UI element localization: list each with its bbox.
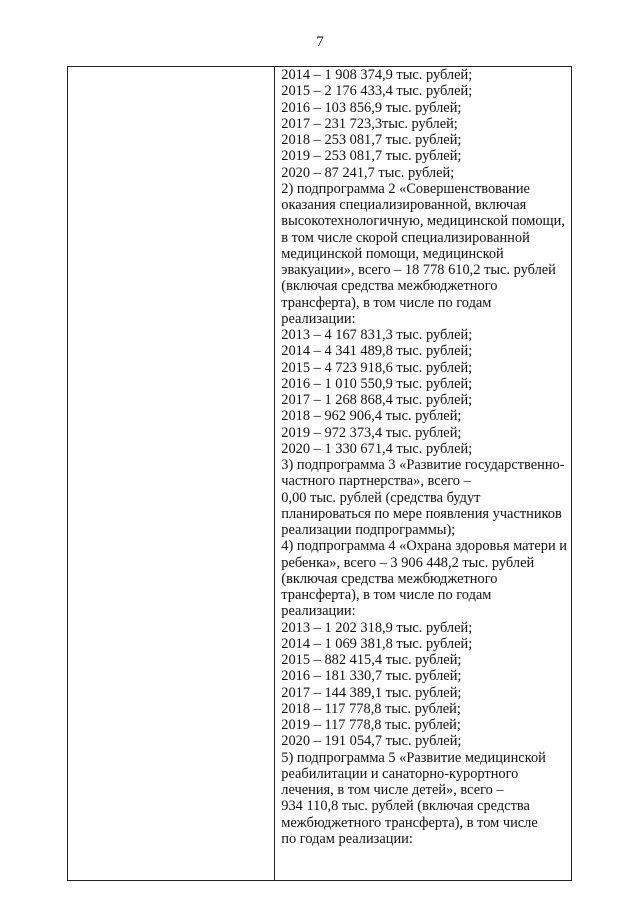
page-number: 7 bbox=[316, 34, 324, 50]
text-line: 2020 – 87 241,7 тыс. рублей; bbox=[281, 164, 455, 181]
text-line: частного партнерства», всего – bbox=[281, 473, 471, 490]
text-line: 2016 – 181 330,7 тыс. рублей; bbox=[281, 668, 462, 685]
text-line: лечения, в том числе детей», всего – bbox=[281, 782, 504, 798]
text-line: 2014 – 4 341 489,8 тыс. рублей; bbox=[281, 343, 473, 360]
text-line: 2013 – 1 202 318,9 тыс. рублей; bbox=[281, 619, 473, 636]
text-line: 2019 – 972 373,4 тыс. рублей; bbox=[281, 424, 462, 441]
text-line: реабилитации и санаторно-курортного bbox=[281, 765, 519, 782]
text-line: 934 110,8 тыс. рублей (включая средства bbox=[281, 798, 530, 815]
text-line: 2019 – 117 778,8 тыс. рублей; bbox=[281, 717, 461, 733]
text-line: 2017 – 144 389,1 тыс. рублей; bbox=[281, 684, 462, 701]
text-line: ребенка», всего – 3 906 448,2 тыс. рублей bbox=[281, 554, 535, 571]
text-line: 2014 – 1 908 374,9 тыс. рублей; bbox=[281, 67, 473, 83]
text-line: 2015 – 882 415,4 тыс. рублей; bbox=[281, 652, 462, 668]
text-line: 2017 – 231 723,3тыс. рублей; bbox=[281, 115, 458, 132]
text-line: 2020 – 191 054,7 тыс. рублей; bbox=[281, 733, 462, 750]
text-line: реализации подпрограммы); bbox=[281, 522, 456, 538]
text-line: 2) подпрограмма 2 «Совершенствование bbox=[281, 180, 530, 197]
text-line: трансферта), в том числе по годам bbox=[281, 294, 492, 311]
text-line: эвакуации», всего – 18 778 610,2 тыс. рублей bbox=[281, 262, 556, 278]
text-line: 2016 – 1 010 550,9 тыс. рублей; bbox=[281, 375, 473, 392]
text-line: (включая средства межбюджетного bbox=[281, 278, 498, 295]
text-line: медицинской помощи, медицинской bbox=[281, 245, 504, 262]
text-line: межбюджетного трансферта), в том числе bbox=[281, 814, 538, 831]
text-line: реализации: bbox=[281, 603, 356, 620]
document-table bbox=[67, 66, 572, 881]
text-line: высокотехнологичную, медицинской помощи, bbox=[281, 213, 565, 230]
text-line: 2018 – 962 906,4 тыс. рублей; bbox=[281, 408, 462, 425]
text-line: 2020 – 1 330 671,4 тыс. рублей; bbox=[281, 440, 473, 457]
text-line: 4) подпрограмма 4 «Охрана здоровья матери и bbox=[281, 538, 567, 555]
text-line: планироваться по мере появления участников bbox=[281, 505, 562, 522]
text-line: 5) подпрограмма 5 «Развитие медицинской bbox=[281, 749, 546, 766]
text-line: в том числе скорой специализированной bbox=[281, 229, 530, 246]
text-line: 2019 – 253 081,7 тыс. рублей; bbox=[281, 148, 462, 165]
text-line: трансферта), в том числе по годам bbox=[281, 587, 492, 603]
text-line: 2014 – 1 069 381,8 тыс. рублей; bbox=[281, 635, 473, 652]
text-line: по годам реализации: bbox=[281, 830, 413, 847]
table-left-cell bbox=[68, 67, 275, 880]
table-right-cell bbox=[275, 67, 571, 880]
text-line: 2018 – 117 778,8 тыс. рублей; bbox=[281, 700, 461, 717]
text-line: оказания специализированной, включая bbox=[281, 197, 527, 213]
text-line: 2015 – 2 176 433,4 тыс. рублей; bbox=[281, 83, 473, 100]
text-line: 0,00 тыс. рублей (средства будут bbox=[281, 489, 481, 506]
text-line: 2013 – 4 167 831,3 тыс. рублей; bbox=[281, 327, 473, 343]
text-line: 3) подпрограмма 3 «Развитие государственно- bbox=[281, 457, 565, 473]
text-line: 2017 – 1 268 868,4 тыс. рублей; bbox=[281, 392, 473, 408]
text-line: (включая средства межбюджетного bbox=[281, 570, 498, 587]
text-line: 2016 – 103 856,9 тыс. рублей; bbox=[281, 99, 462, 116]
text-line: реализации: bbox=[281, 310, 356, 327]
text-line: 2018 – 253 081,7 тыс. рублей; bbox=[281, 132, 462, 148]
text-line: 2015 – 4 723 918,6 тыс. рублей; bbox=[281, 359, 473, 376]
